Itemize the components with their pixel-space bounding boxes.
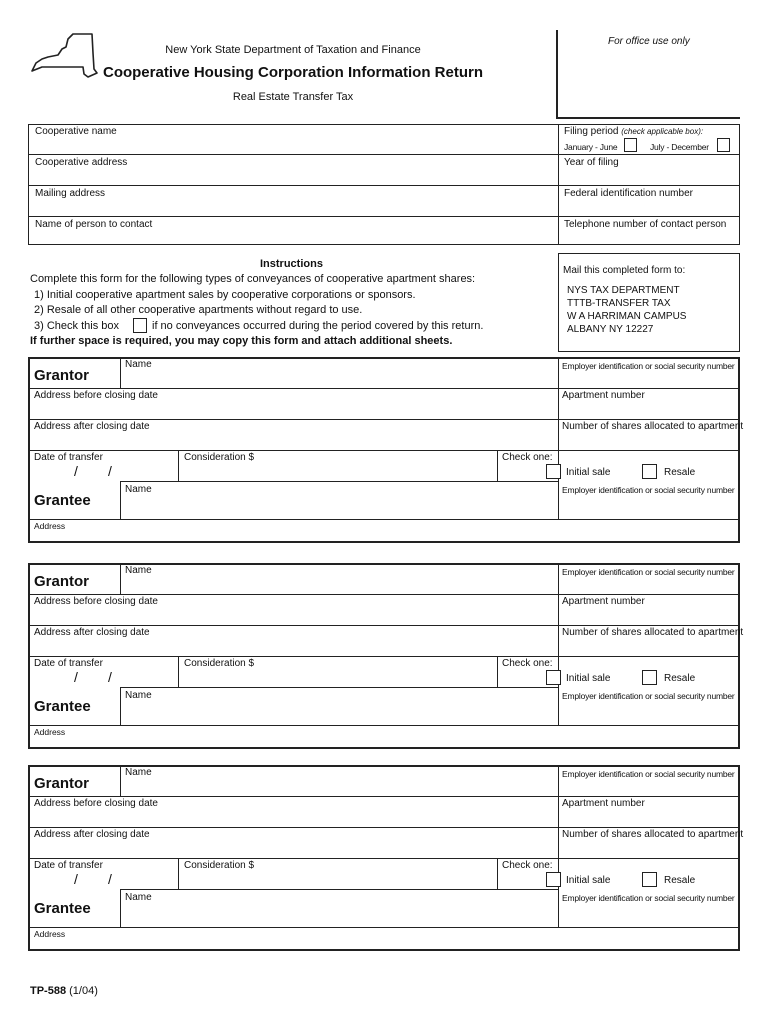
consideration-field[interactable]: Consideration $ (184, 452, 255, 463)
date-separator: / (74, 871, 78, 887)
instructions-item-3-end: if no conveyances occurred during the period covered by this return. (152, 320, 484, 332)
date-of-transfer-field[interactable]: Date of transfer (34, 658, 103, 669)
row-divider (28, 625, 740, 626)
instructions-item-3-start: 3) Check this box (34, 320, 119, 332)
mailing-address-field[interactable]: Mailing address (35, 188, 106, 199)
grantor-ein-field[interactable]: Employer identification or social security number (562, 769, 735, 779)
row-divider (28, 519, 740, 520)
col-divider (558, 765, 559, 927)
initial-sale-checkbox[interactable] (546, 464, 561, 479)
telephone-field[interactable]: Telephone number of contact person (564, 219, 727, 230)
office-use-border-bottom (556, 117, 740, 119)
initial-sale-checkbox[interactable] (546, 872, 561, 887)
no-conveyances-checkbox[interactable] (133, 318, 147, 333)
col-divider (178, 858, 179, 889)
date-separator: / (74, 463, 78, 479)
july-december-label: July - December (650, 142, 709, 152)
form-revision: (1/04) (69, 985, 98, 997)
grantee-address-field[interactable]: Address (34, 521, 66, 531)
address-before-closing-field[interactable]: Address before closing date (34, 798, 158, 809)
mail-address-line-3: W A HARRIMAN CAMPUS (567, 311, 687, 322)
check-one-label: Check one: (502, 658, 553, 669)
grantee-name-field[interactable]: Name (125, 690, 152, 701)
apartment-number-field[interactable]: Apartment number (562, 798, 645, 809)
resale-label: Resale (664, 875, 696, 886)
initial-sale-label: Initial sale (566, 673, 611, 684)
filing-period-note: (check applicable box): (621, 127, 704, 136)
instructions-note: If further space is required, you may copy this form and attach additional sheets. (30, 335, 453, 347)
col-divider (497, 858, 498, 889)
col-divider (120, 357, 121, 388)
info-row-divider-3 (28, 216, 740, 217)
grantor-heading: Grantor (34, 367, 90, 384)
form-title: Cooperative Housing Corporation Information Return (102, 64, 483, 81)
date-separator: / (108, 871, 112, 887)
row-divider (28, 388, 740, 389)
mail-address-line-2: TTTB-TRANSFER TAX (567, 298, 671, 309)
col-divider (558, 357, 559, 519)
address-before-closing-field[interactable]: Address before closing date (34, 596, 158, 607)
grantor-name-field[interactable]: Name (125, 767, 152, 778)
col-divider (120, 765, 121, 796)
grantor-ein-field[interactable]: Employer identification or social security number (562, 361, 735, 371)
instructions-item-1: 1) Initial cooperative apartment sales by cooperative corporations or sponsors. (34, 289, 416, 301)
row-divider (28, 858, 740, 859)
grantee-name-field[interactable]: Name (125, 484, 152, 495)
row-divider (120, 687, 558, 688)
grantor-name-field[interactable]: Name (125, 565, 152, 576)
federal-id-field[interactable]: Federal identification number (564, 188, 693, 199)
shares-allocated-field[interactable]: Number of shares allocated to apartment (562, 627, 744, 638)
col-divider (120, 481, 121, 519)
info-row-divider-1 (28, 154, 740, 155)
row-divider (28, 594, 740, 595)
row-divider (28, 419, 740, 420)
address-after-closing-field[interactable]: Address after closing date (34, 627, 150, 638)
col-divider (120, 687, 121, 725)
january-june-checkbox[interactable] (624, 138, 637, 152)
row-divider (28, 827, 740, 828)
office-use-label: For office use only (608, 36, 690, 47)
grantee-ein-field[interactable]: Employer identification or social security number (562, 485, 735, 495)
year-of-filing-field[interactable]: Year of filing (564, 157, 619, 168)
grantor-ein-field[interactable]: Employer identification or social security number (562, 567, 735, 577)
cooperative-address-field[interactable]: Cooperative address (35, 157, 128, 168)
address-after-closing-field[interactable]: Address after closing date (34, 829, 150, 840)
office-use-border-left (556, 30, 558, 118)
apartment-number-field[interactable]: Apartment number (562, 390, 645, 401)
form-footer (30, 985, 98, 997)
mail-address-line-1: NYS TAX DEPARTMENT (567, 285, 680, 296)
department-name: New York State Department of Taxation and Finance (165, 44, 421, 56)
initial-sale-label: Initial sale (566, 875, 611, 886)
grantee-ein-field[interactable]: Employer identification or social security number (562, 893, 735, 903)
date-of-transfer-field[interactable]: Date of transfer (34, 452, 103, 463)
address-after-closing-field[interactable]: Address after closing date (34, 421, 150, 432)
grantor-heading: Grantor (34, 573, 90, 590)
row-divider (28, 927, 740, 928)
consideration-field[interactable]: Consideration $ (184, 658, 255, 669)
cooperative-name-field[interactable]: Cooperative name (35, 126, 117, 137)
col-divider (178, 450, 179, 481)
row-divider (28, 450, 740, 451)
initial-sale-checkbox[interactable] (546, 670, 561, 685)
resale-checkbox[interactable] (642, 670, 657, 685)
grantee-ein-field[interactable]: Employer identification or social security number (562, 691, 735, 701)
filing-period-text: Filing period (564, 126, 619, 137)
row-divider (120, 481, 558, 482)
address-before-closing-field[interactable]: Address before closing date (34, 390, 158, 401)
grantor-heading: Grantor (34, 775, 90, 792)
instructions-intro: Complete this form for the following types of conveyances of cooperative apartment shares: (30, 273, 476, 285)
january-june-label: January - June (564, 142, 618, 152)
row-divider (28, 656, 740, 657)
resale-checkbox[interactable] (642, 872, 657, 887)
grantee-name-field[interactable]: Name (125, 892, 152, 903)
col-divider (497, 656, 498, 687)
grantor-name-field[interactable]: Name (125, 359, 152, 370)
row-divider (28, 796, 740, 797)
shares-allocated-field[interactable]: Number of shares allocated to apartment (562, 829, 744, 840)
instructions-heading: Instructions (260, 258, 323, 270)
resale-checkbox[interactable] (642, 464, 657, 479)
consideration-field[interactable]: Consideration $ (184, 860, 255, 871)
filing-period-label (564, 126, 703, 137)
row-divider (28, 725, 740, 726)
resale-label: Resale (664, 467, 696, 478)
july-december-checkbox[interactable] (717, 138, 730, 152)
check-one-label: Check one: (502, 452, 553, 463)
instructions-item-2: 2) Resale of all other cooperative apartments without regard to use. (34, 304, 363, 316)
check-one-label: Check one: (502, 860, 553, 871)
apartment-number-field[interactable]: Apartment number (562, 596, 645, 607)
col-divider (120, 563, 121, 594)
grantee-address-field[interactable]: Address (34, 727, 66, 737)
shares-allocated-field[interactable]: Number of shares allocated to apartment (562, 421, 744, 432)
date-of-transfer-field[interactable]: Date of transfer (34, 860, 103, 871)
col-divider (120, 889, 121, 927)
date-separator: / (74, 669, 78, 685)
row-divider (120, 889, 558, 890)
resale-label: Resale (664, 673, 696, 684)
info-row-divider-2 (28, 185, 740, 186)
mail-address-line-4: ALBANY NY 12227 (567, 324, 654, 335)
col-divider (497, 450, 498, 481)
date-separator: / (108, 463, 112, 479)
grantee-heading: Grantee (34, 492, 91, 509)
initial-sale-label: Initial sale (566, 467, 611, 478)
date-separator: / (108, 669, 112, 685)
col-divider (178, 656, 179, 687)
contact-person-field[interactable]: Name of person to contact (35, 219, 153, 230)
mail-to-label: Mail this completed form to: (563, 265, 686, 276)
grantee-heading: Grantee (34, 900, 91, 917)
col-divider (558, 563, 559, 725)
grantee-address-field[interactable]: Address (34, 929, 66, 939)
form-subtitle: Real Estate Transfer Tax (232, 91, 354, 103)
grantee-heading: Grantee (34, 698, 91, 715)
form-id: TP-588 (30, 985, 67, 997)
